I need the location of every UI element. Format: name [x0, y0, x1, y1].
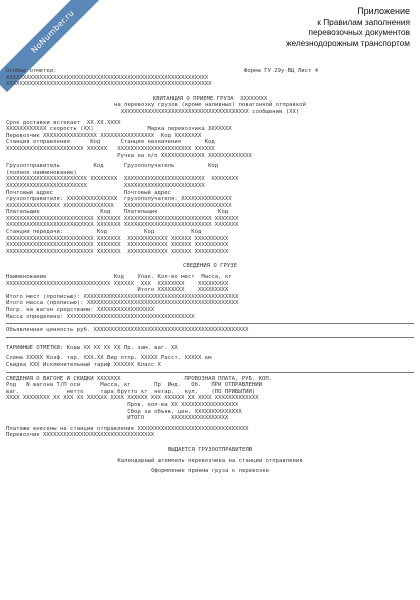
text-line: XXXXXXXXXXXXXXXXXXXXXXXXXXXXXXXXXXXXXXXXXXXXXXXXXXXXXXXXXXXX: [6, 74, 209, 81]
divider: [6, 323, 414, 324]
divider: [6, 337, 414, 338]
text-line: Род N вагона Т/П оси Масса, кг Пр Инд. Об. ПРИ ОТПРАВЛЕНИИ: [6, 382, 262, 389]
text-line: (полное наименование): [6, 169, 77, 176]
text-line: СВЕДЕНИЯ О ВАГОНЕ И СКИДКИ XXXXXXX ПРОВОЗНАЯ ПЛАТА, РУБ. КОП.: [6, 375, 273, 382]
text-line: XXXXXXXXXXXXXXXXXXXXXXXXXX XXXXXXX XXXXXXXXXXXX XXXXXX XXXXXXXXXX: [6, 242, 229, 249]
text-line: на перевозку грузов (кроме наливных) повагонной отправкой: [114, 102, 306, 109]
text-line: Наименование Код Упак. Кол-во мест Масса, кг: [6, 274, 232, 281]
text-line: XXXXXXXXXXXXXXXXXXXXXXXXXX XXXXXXX XXXXXXXXXXXX XXXXXX XXXXXXXXXX: [6, 235, 229, 242]
text-line: Ручка на п/п XXXXXXXXXXXXX XXXXXXXXXXXXX: [6, 152, 252, 159]
text-line: Особые отметки:: [6, 68, 57, 74]
appendix-line: железнодорожным транспортом: [286, 37, 410, 48]
appendix-header: [286, 6, 410, 48]
text-line: XXXXXXXXXXXXXXXXXXXXXXXXXX XXXXXXX XXXXXXXXXXXX XXXXXX XXXXXXXXXX: [6, 248, 229, 255]
text-line: Календарный штемпель перевозчика на станции отправления: [117, 457, 303, 464]
divider: [6, 372, 414, 373]
appendix-line: перевозочных документов: [308, 27, 410, 38]
document-body: [6, 68, 414, 475]
section-heading: КВИТАНЦИЯ О ПРИЕМЕ ГРУЗА XXXXXXXX: [152, 95, 268, 102]
form-number: Форма ГУ 29у-ВЦ Лист 4: [244, 68, 319, 74]
text-line: Станции передачи: Код Код Код: [6, 229, 202, 236]
text-line: ваг. нетто тара брутто кт нетар. кул. (ПО ПРИБЫТИИ): [6, 388, 256, 395]
text-line: Оформление приема груза к перевозке: [151, 468, 269, 475]
text-line: Грузоотправитель Код Грузополучатель Код: [6, 163, 219, 170]
text-line: Погр. на вагон средствами: XXXXXXXXXXXXXXXXX: [6, 307, 155, 313]
text-line: Итого мест (прописью): XXXXXXXXXXXXXXXXXXXXXXXXXXXXXXXXXXXXXXXXXXXXXX: [6, 293, 239, 300]
text-line: XXXXXXXXXXXXXXXX XXXXXXXXXXXXXXX XXXXXXXXXXXXXXXXXXXXXXXXXXXXXXXX: [6, 202, 232, 209]
text-line: XXXXXXXXXXXX скорость (XX) Марка перевозчика XXXXXXX: [6, 126, 232, 133]
text-line: XXXXXXXXXXXXXXXXXXXXXXXXXXXXXXX XXXXXX XXX XXXXXXXX XXXXXXXXX: [6, 280, 229, 287]
appendix-title: Приложение: [357, 6, 410, 16]
text-line: XXXXXXXXXXXXXXXXXXXXXXXXXX XXXXXXX XXXXXXXXXXXXXXXXXXXXXXXXXX XXXXXXX: [6, 222, 239, 229]
text-line: Объявленная ценность руб. XXXXXXXXXXXXXXXXXXXXXXXXXXXXXXXXXXXXXXXXXXXXXX: [6, 327, 249, 334]
text-line: грузоотправителя: XXXXXXXXXXXXXXX грузополучателя: XXXXXXXXXXXXXXX: [6, 196, 232, 203]
watermark-badge: NoNumber.ru: [0, 0, 113, 92]
text-line: ИТОГО XXXXXXXXXXXXXXXXX: [6, 415, 229, 422]
text-line: Платежи внесены на станции отправления XXXXXXXXXXXXXXXXXXXXXXXXXXXXXXXXX: [6, 425, 249, 432]
text-line: Итого масса (прописью): XXXXXXXXXXXXXXXXXXXXXXXXXXXXXXXXXXXXXXXXXXXXX: [6, 300, 239, 307]
text-line: Станция отправления Код Станция назначения Код: [6, 139, 215, 146]
section-heading: СВЕДЕНИЯ О ГРУЗЕ: [183, 263, 237, 270]
text-line: XXXXXXXXXXXXXXXXXXXXXXXXXXXXXXXXXXXXXXXXXXXXXXXXXXXXXXXXXXXXX: [6, 81, 212, 88]
text-line: XXXXXXXXXXXXXXXXXXXXXXX XXXXXX XXXXXXXXXXXXXXXXXXXXXX XXXXXX: [6, 145, 215, 152]
text-line: Плательщик Код Плательщик Код: [6, 209, 229, 216]
text-line: Пров. кол-ва XX XXXXXXXXXXXXXXXXX: [6, 401, 239, 408]
text-line: Перевозчик XXXXXXXXXXXXXXXXXXXXXXXXXXXXXXXXX: [6, 432, 155, 439]
text-line: Перевозчик XXXXXXXXXXXXXXXX XXXXXXXXXXXXXXXX Код XXXXXXXX: [6, 132, 202, 139]
text-line: Схема XXXXX Коэф. тар. XXX.XX Вид отпр. XXXXX Расст. XXXXX км: [6, 355, 212, 362]
text-line: Масса определена: XXXXXXXXXXXXXXXXXXXXXXXXXXXXXXXXXXXXXX: [6, 313, 195, 320]
text-line: Срок доставки истекает XX.XX.XXXX: [6, 119, 121, 126]
appendix-line: к Правилам заполнения: [317, 16, 410, 27]
text-line: Почтовый адрес Почтовый адрес: [6, 189, 172, 196]
text-line: Скидка XXX Исключительный тариф XXXXXX Класс X: [6, 361, 161, 368]
section-heading: ВЫДАЕТСЯ ГРУЗООТПРАВИТЕЛЮ: [167, 446, 253, 453]
text-line: Сбор за объяв. цен. XXXXXXXXXXXXXX: [6, 408, 242, 415]
text-line: ТАРИФНЫЕ ОТМЕТКИ: Коды XX XX XX XX Пр. зам. ваг. XX: [6, 344, 178, 351]
text-line: XXXXXXXXXXXXXXXXXXXXXXXXXXXXXXXXXXXXXX сообщении (XX): [120, 108, 300, 115]
text-line: Итого XXXXXXXX XXXXXXXXX: [6, 287, 229, 294]
text-line: XXXXXXXXXXXXXXXXXXXXXXXX XXXXXXXX XXXXXXXXXXXXXXXXXXXXXXXX XXXXXXXX: [6, 176, 239, 183]
text-line: XXXXXXXXXXXXXXXXXXXXXXXX XXXXXXXXXXXXXXXXXXXXXXXX: [6, 182, 205, 189]
text-line: XXXX XXXXXXXX XX XXX XX XXXXXX XXXX XXXXXX XXX XXXXXX XX XXXX XXXXXXXXXXXXX: [6, 395, 259, 402]
text-line: XXXXXXXXXXXXXXXXXXXXXXXXXX XXXXXXX XXXXXXXXXXXXXXXXXXXXXXXXXX XXXXXXX: [6, 215, 239, 222]
